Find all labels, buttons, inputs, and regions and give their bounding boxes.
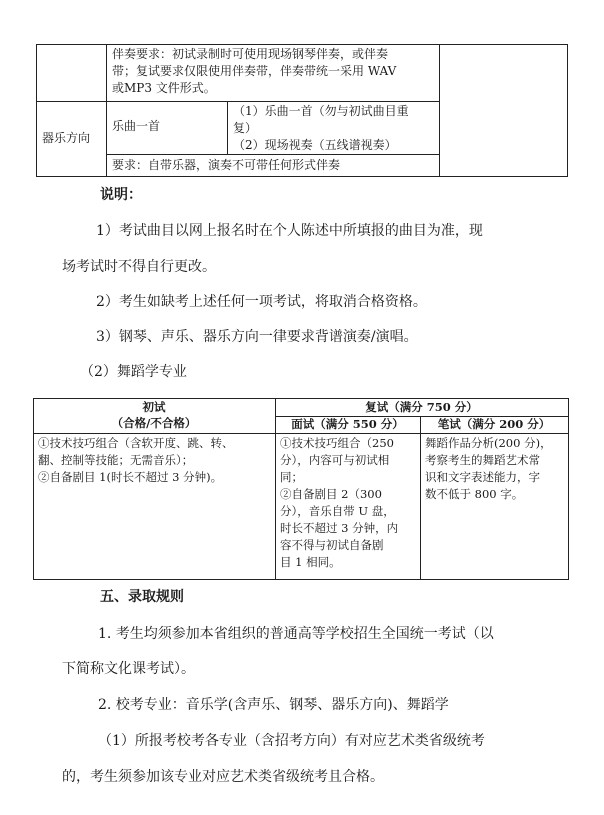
interview-column-title: 面试（满分 550 分） [291,417,404,431]
table-rule [106,44,107,177]
table-text-line: ②自备剧目 2（300 [280,487,382,501]
table-text-line: 带；复试要求仅限使用伴奏带，伴奏带统一采用 WAV [112,64,397,78]
table-rule [227,101,228,155]
admission-p3-line1: （1）所报考校考各专业（含招考方向）有对应艺术类省级统考 [98,733,485,749]
table-rule [36,101,439,102]
admission-p2: 2. 校考专业：音乐学(含声乐、钢琴、器乐方向)、舞蹈学 [98,697,449,713]
table-text-line: 同； [280,470,303,484]
retest-column-title: 复试（满分 750 分） [365,400,478,414]
note-item-2: 2）考生如缺考上述任何一项考试，将取消合格资格。 [96,294,427,310]
table-text-line: 目 1 相同。 [280,555,341,569]
initial-column-title: 初试 [142,400,166,414]
table-rule [439,44,440,177]
table-text-line: 考察考生的舞蹈艺术常 [425,453,540,467]
table-text-line: ①技术技巧组合（250 [280,436,394,450]
table-rule [36,176,568,177]
table-rule [33,579,569,580]
admission-heading: 五、录取规则 [100,589,184,605]
admission-p3-line2: 的，考生须参加该专业对应艺术类省级统考且合格。 [62,769,384,785]
note-item-1-line2: 场考试时不得自行更改。 [62,259,216,275]
instrument-requirement: 要求：自带乐器，演奏不可带任何形式伴奏 [112,158,341,172]
instrument-retest-items [233,103,437,154]
table-text-line: 识和文字表述能力，字 [425,470,540,484]
table-text-line: 伴奏要求：初试录制时可使用现场钢琴伴奏，或伴奏 [112,47,389,61]
written-exam-content [425,435,567,503]
table-text-line: 或MP3 文件形式。 [112,81,216,95]
instrument-direction-label: 器乐方向 [42,131,91,145]
instrument-initial-piece: 乐曲一首 [112,119,161,133]
table-rule [568,398,569,580]
admission-p1-line2: 下简称文化课考试）。 [62,661,195,677]
table-text-line: （1）乐曲一首（勿与初试曲目重 [233,104,409,118]
initial-exam-content [38,435,273,486]
accompaniment-requirement [112,46,437,97]
table-text-line: 分），音乐自带 U 盘， [280,504,395,518]
table-rule [36,44,568,45]
interview-exam-content [280,435,418,571]
table-rule [36,44,37,177]
written-column-title: 笔试（满分 200 分） [437,417,551,431]
initial-column-subtitle: （合格/不合格） [111,416,197,430]
table-text-line: 分），内容可与初试相 [280,453,390,467]
table-rule [567,44,568,177]
table-text-line: 舞蹈作品分析(200 分)， [425,436,552,450]
admission-p1-line1: 1. 考生均须参加本省组织的普通高等学校招生全国统一考试（以 [98,626,494,642]
table-text-line: ②自备剧目 1(时长不超过 3 分钟)。 [38,470,223,484]
table-text-line: （2）现场视奏（五线谱视奏） [233,138,397,152]
table-text-line: 数不低于 800 字。 [425,487,524,501]
table-rule [106,154,439,155]
table-text-line: 翻、控制等技能；无需音乐）； [38,453,194,467]
table-text-line: 复） [233,121,258,135]
table-rule [420,416,421,580]
table-text-line: 时长不超过 3 分钟，内 [280,521,399,535]
table-text-line: 容不得与初试自备剧 [280,538,384,552]
note-item-3: 3）钢琴、声乐、器乐方向一律要求背谱演奏/演唱。 [96,329,418,345]
table-text-line: ①技术技巧组合（含软开度、跳、转、 [38,436,234,450]
note-item-1-line1: 1）考试曲目以网上报名时在个人陈述中所填报的曲目为准，现 [96,223,483,239]
table-rule [33,433,569,434]
notes-heading: 说明： [100,187,142,203]
dance-section-heading: （2）舞蹈学专业 [80,364,187,380]
